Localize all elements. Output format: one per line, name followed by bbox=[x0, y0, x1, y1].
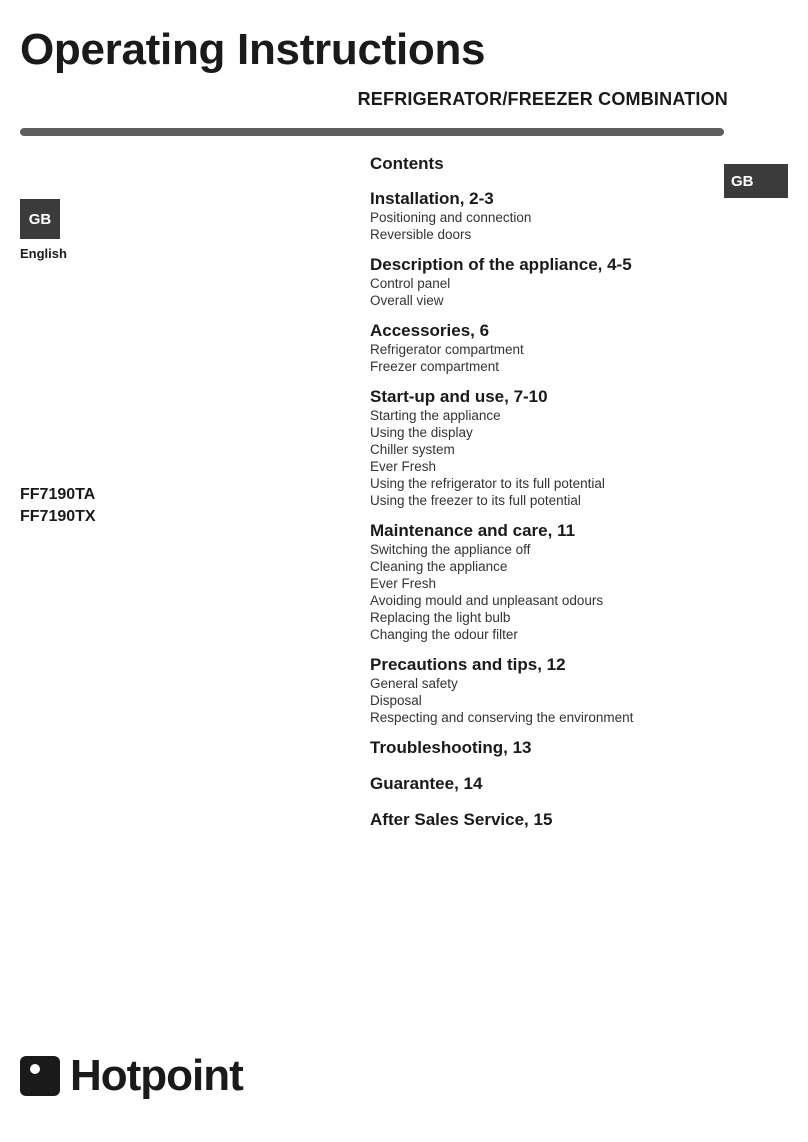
hotpoint-logo-icon bbox=[20, 1056, 60, 1096]
language-label: English bbox=[20, 246, 67, 261]
toc-item: Positioning and connection bbox=[370, 210, 532, 225]
toc-section-heading: Start-up and use, 7-10 bbox=[370, 387, 548, 406]
toc-item: Chiller system bbox=[370, 442, 455, 457]
toc-item: General safety bbox=[370, 676, 458, 691]
toc-sections bbox=[370, 189, 770, 830]
toc-section-heading: Troubleshooting, 13 bbox=[370, 738, 532, 757]
contents-title: Contents bbox=[370, 154, 444, 173]
table-of-contents bbox=[370, 153, 770, 846]
toc-section-heading: Maintenance and care, 11 bbox=[370, 521, 576, 540]
toc-item: Switching the appliance off bbox=[370, 542, 531, 557]
toc-section-heading: Accessories, 6 bbox=[370, 321, 490, 340]
toc-item: Ever Fresh bbox=[370, 459, 437, 474]
toc-item: Cleaning the appliance bbox=[370, 559, 508, 574]
toc-section bbox=[370, 521, 770, 643]
toc-item: Ever Fresh bbox=[370, 576, 437, 591]
toc-section bbox=[370, 810, 770, 830]
toc-item: Starting the appliance bbox=[370, 408, 501, 423]
toc-item: Control panel bbox=[370, 276, 451, 291]
toc-section-heading: Guarantee, 14 bbox=[370, 774, 483, 793]
toc-section bbox=[370, 738, 770, 758]
toc-section bbox=[370, 321, 770, 375]
toc-item: Overall view bbox=[370, 293, 444, 308]
toc-item: Using the refrigerator to its full potential bbox=[370, 476, 605, 491]
toc-item: Refrigerator compartment bbox=[370, 342, 524, 357]
model-list bbox=[20, 484, 96, 528]
toc-section bbox=[370, 387, 770, 509]
toc-item: Avoiding mould and unpleasant odours bbox=[370, 593, 604, 608]
toc-section-heading: Precautions and tips, 12 bbox=[370, 655, 566, 674]
toc-item: Disposal bbox=[370, 693, 422, 708]
toc-item: Respecting and conserving the environment bbox=[370, 710, 634, 725]
toc-section-heading: Installation, 2-3 bbox=[370, 189, 494, 208]
toc-item: Replacing the light bulb bbox=[370, 610, 511, 625]
header-divider bbox=[20, 128, 724, 136]
language-tab: GB bbox=[724, 164, 788, 198]
toc-section-heading: Description of the appliance, 4-5 bbox=[370, 255, 632, 274]
toc-section-heading: After Sales Service, 15 bbox=[370, 810, 553, 829]
toc-section bbox=[370, 255, 770, 309]
toc-section bbox=[370, 655, 770, 726]
page-title: Operating Instructions bbox=[20, 25, 486, 74]
toc-item: Using the freezer to its full potential bbox=[370, 493, 581, 508]
page-subtitle: REFRIGERATOR/FREEZER COMBINATION bbox=[357, 89, 728, 109]
toc-item: Changing the odour filter bbox=[370, 627, 518, 642]
toc-item: Using the display bbox=[370, 425, 473, 440]
brand-name: Hotpoint bbox=[70, 1051, 243, 1100]
brand-logo bbox=[20, 1051, 243, 1100]
toc-item: Reversible doors bbox=[370, 227, 472, 242]
toc-section bbox=[370, 774, 770, 794]
toc-section bbox=[370, 189, 770, 243]
language-badge: GB bbox=[20, 199, 60, 239]
model-name: FF7190TA bbox=[20, 486, 96, 503]
model-name: FF7190TX bbox=[20, 508, 96, 525]
toc-item: Freezer compartment bbox=[370, 359, 500, 374]
